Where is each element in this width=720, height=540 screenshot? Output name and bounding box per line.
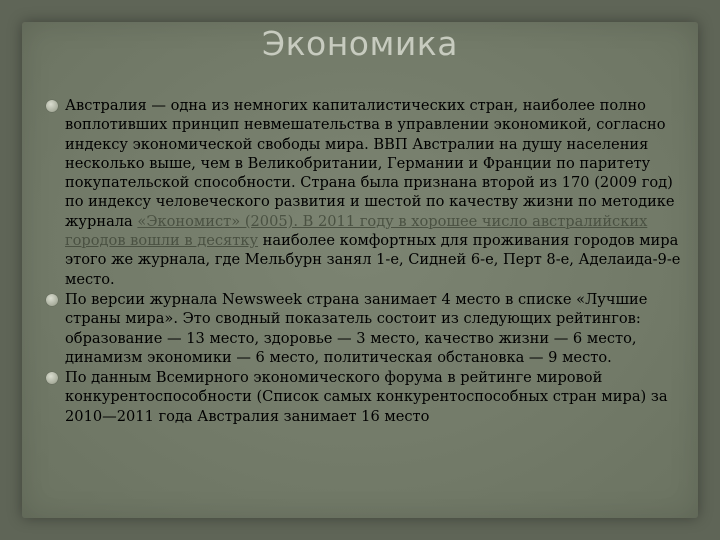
bullet-link[interactable]: «Экономист» (2005). В 2011 году в хорошее число австралийских городов вошли в десятку: [65, 212, 648, 250]
slide-title: Экономика: [262, 24, 458, 63]
bullet-text: По данным Всемирного экономического форума в рейтинге мировой конкурентоспособности (Список самых конкурентоспособных стран мира) за 2010—2011 года Австралия занимает 16 место: [65, 369, 668, 425]
circle-bullet-icon: [46, 100, 58, 112]
bullet-item: [46, 368, 682, 426]
bullet-text-continued: наиболее комфортных для проживания городов мира этого же журнала, где Мельбурн занял 1-е, Сидней 6-е, Перт 8-е, Аделаида-9-е место.: [65, 232, 681, 288]
bullet-text: По версии журнала Newsweek страна занимает 4 место в списке «Лучшие страны мира». Это сводный показатель состоит из следующих рейтингов: образование — 13 место, здоровье — 3 место, качество жизни — 6 место, динамизм экономики — 6 место, политическая обстановка — 9 место.: [65, 290, 648, 366]
circle-bullet-icon: [46, 372, 58, 384]
bullet-item: [46, 96, 682, 289]
slide-content: [46, 96, 682, 427]
bullet-list: [46, 96, 682, 426]
bullet-text: Австралия — одна из немногих капиталистических стран, наиболее полно воплотивших принцип невмешательства в управлении экономикой, согласно индексу экономической свободы мира. ВВП Австралии на душу населения несколько выше, чем в Великобритании, Германии и Франции по паритету покупательской способности. Страна была признана второй из 170 (2009 год) по индексу человеческого развития и шестой по качеству жизни по методике журнала: [65, 97, 675, 230]
bullet-item: [46, 290, 682, 367]
circle-bullet-icon: [46, 294, 58, 306]
